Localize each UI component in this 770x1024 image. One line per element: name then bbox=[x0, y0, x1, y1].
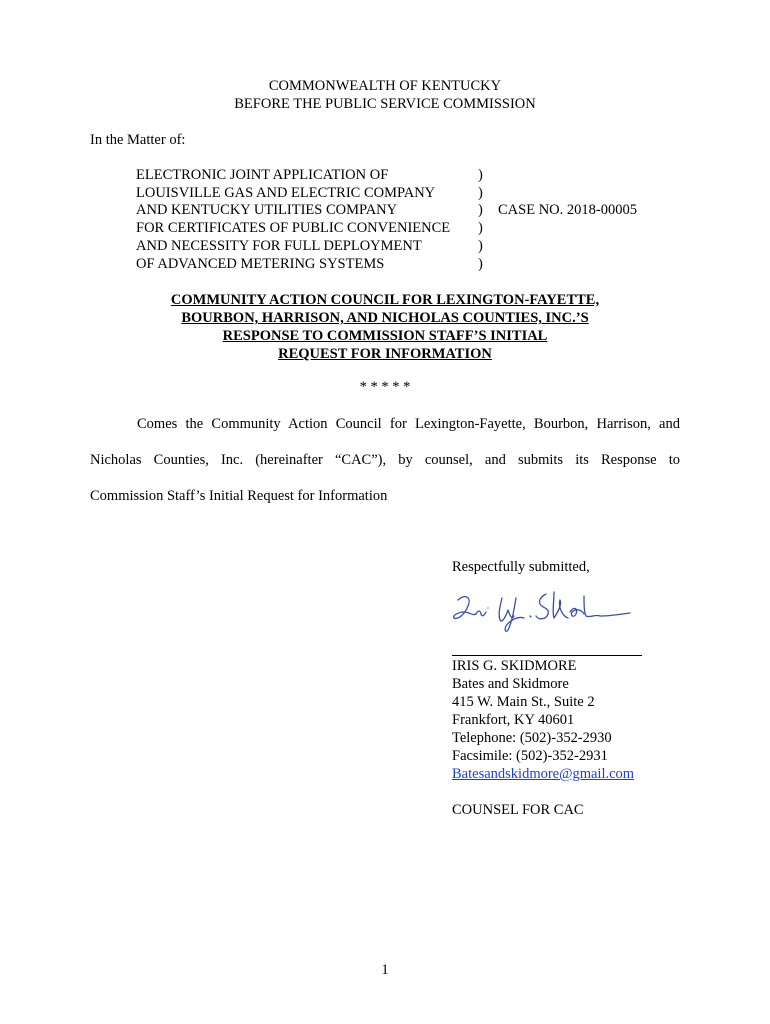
closing: Respectfully submitted, bbox=[452, 559, 590, 575]
caption-paren: ) bbox=[478, 167, 483, 183]
header-commission: BEFORE THE PUBLIC SERVICE COMMISSION bbox=[234, 96, 536, 112]
matter-intro: In the Matter of: bbox=[90, 132, 186, 148]
signature-line bbox=[452, 655, 642, 656]
caption-line: LOUISVILLE GAS AND ELECTRIC COMPANY bbox=[136, 185, 436, 201]
signatory-address1: 415 W. Main St., Suite 2 bbox=[452, 694, 595, 710]
body-line: Comes the Community Action Council for Lexington-Fayette, Bourbon, Harrison, and bbox=[137, 416, 680, 432]
signatory-firm: Bates and Skidmore bbox=[452, 676, 569, 692]
signatory-telephone: Telephone: (502)-352-2930 bbox=[452, 730, 612, 746]
caption-line: FOR CERTIFICATES OF PUBLIC CONVENIENCE bbox=[136, 220, 451, 236]
signatory-facsimile: Facsimile: (502)-352-2931 bbox=[452, 748, 608, 764]
title-line: BOURBON, HARRISON, AND NICHOLAS COUNTIES, INC.’S bbox=[181, 310, 589, 326]
caption-paren: ) bbox=[478, 256, 483, 272]
caption-line: AND KENTUCKY UTILITIES COMPANY bbox=[136, 202, 398, 218]
signatory-address2: Frankfort, KY 40601 bbox=[452, 712, 575, 728]
body-line: Nicholas Counties, Inc. (hereinafter “CAC”), by counsel, and submits its Response to bbox=[90, 452, 680, 468]
caption-paren: ) bbox=[478, 220, 483, 236]
title-line: RESPONSE TO COMMISSION STAFF’S INITIAL bbox=[222, 328, 548, 344]
caption-paren: ) bbox=[478, 185, 483, 201]
caption-paren: ) bbox=[478, 202, 483, 218]
handwritten-signature bbox=[450, 586, 635, 636]
title-line: COMMUNITY ACTION COUNCIL FOR LEXINGTON-FAYETTE, bbox=[170, 292, 600, 308]
header-commonwealth: COMMONWEALTH OF KENTUCKY bbox=[268, 78, 502, 94]
page-number: 1 bbox=[381, 962, 389, 978]
caption-line: ELECTRONIC JOINT APPLICATION OF bbox=[136, 167, 389, 183]
email-link[interactable]: Batesandskidmore@gmail.com bbox=[452, 766, 635, 782]
title-line: REQUEST FOR INFORMATION bbox=[278, 346, 492, 362]
separator-asterisks: * * * * * bbox=[359, 379, 411, 395]
body-line: Commission Staff’s Initial Request for Information bbox=[90, 488, 388, 504]
caption-line: AND NECESSITY FOR FULL DEPLOYMENT bbox=[136, 238, 422, 254]
counsel-role: COUNSEL FOR CAC bbox=[452, 802, 584, 818]
caption-paren: ) bbox=[478, 238, 483, 254]
caption-line: OF ADVANCED METERING SYSTEMS bbox=[136, 256, 385, 272]
case-number: CASE NO. 2018-00005 bbox=[498, 202, 637, 218]
signatory-name: IRIS G. SKIDMORE bbox=[452, 658, 577, 674]
